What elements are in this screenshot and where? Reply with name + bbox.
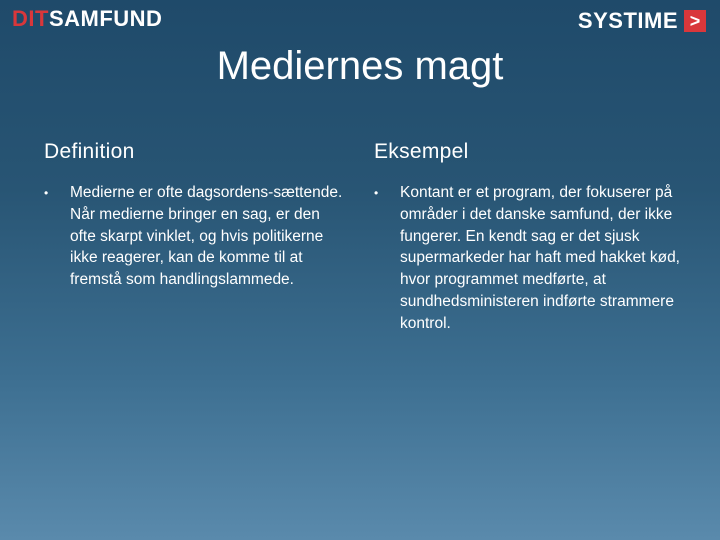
arrow-right-icon: > xyxy=(684,10,706,32)
example-heading: Eksempel xyxy=(374,140,469,163)
example-text: Kontant er et program, der fokuserer på områder i det danske samfund, der ikke fungerer. En kendt sag er det sjusk supermarkeder har haft med hakket kød, hvor programmet medførte, at sundhedsministeren indførte strammere kontrol. xyxy=(400,184,680,332)
example-bullet-item xyxy=(374,182,694,335)
dit-samfund-logo xyxy=(12,6,162,32)
systime-logo xyxy=(578,8,706,34)
definition-column xyxy=(44,140,344,291)
logo-dit-text: DIT xyxy=(12,6,49,31)
definition-heading: Definition xyxy=(44,140,135,163)
definition-text: Medierne er ofte dagsordens-sættende. Når medierne bringer en sag, er den ofte skarpt vinklet, og hvis politikerne ikke reagerer, kan de komme til at fremstå som handlingslammede. xyxy=(70,184,343,289)
example-column xyxy=(374,140,694,335)
definition-bullet-item xyxy=(44,182,344,291)
bullet-icon: • xyxy=(44,186,49,200)
bullet-icon: • xyxy=(374,186,379,200)
logo-systime-text: SYSTIME xyxy=(577,8,678,33)
logo-samfund-text: SAMFUND xyxy=(48,6,163,31)
slide-title: Mediernes magt xyxy=(216,44,504,88)
